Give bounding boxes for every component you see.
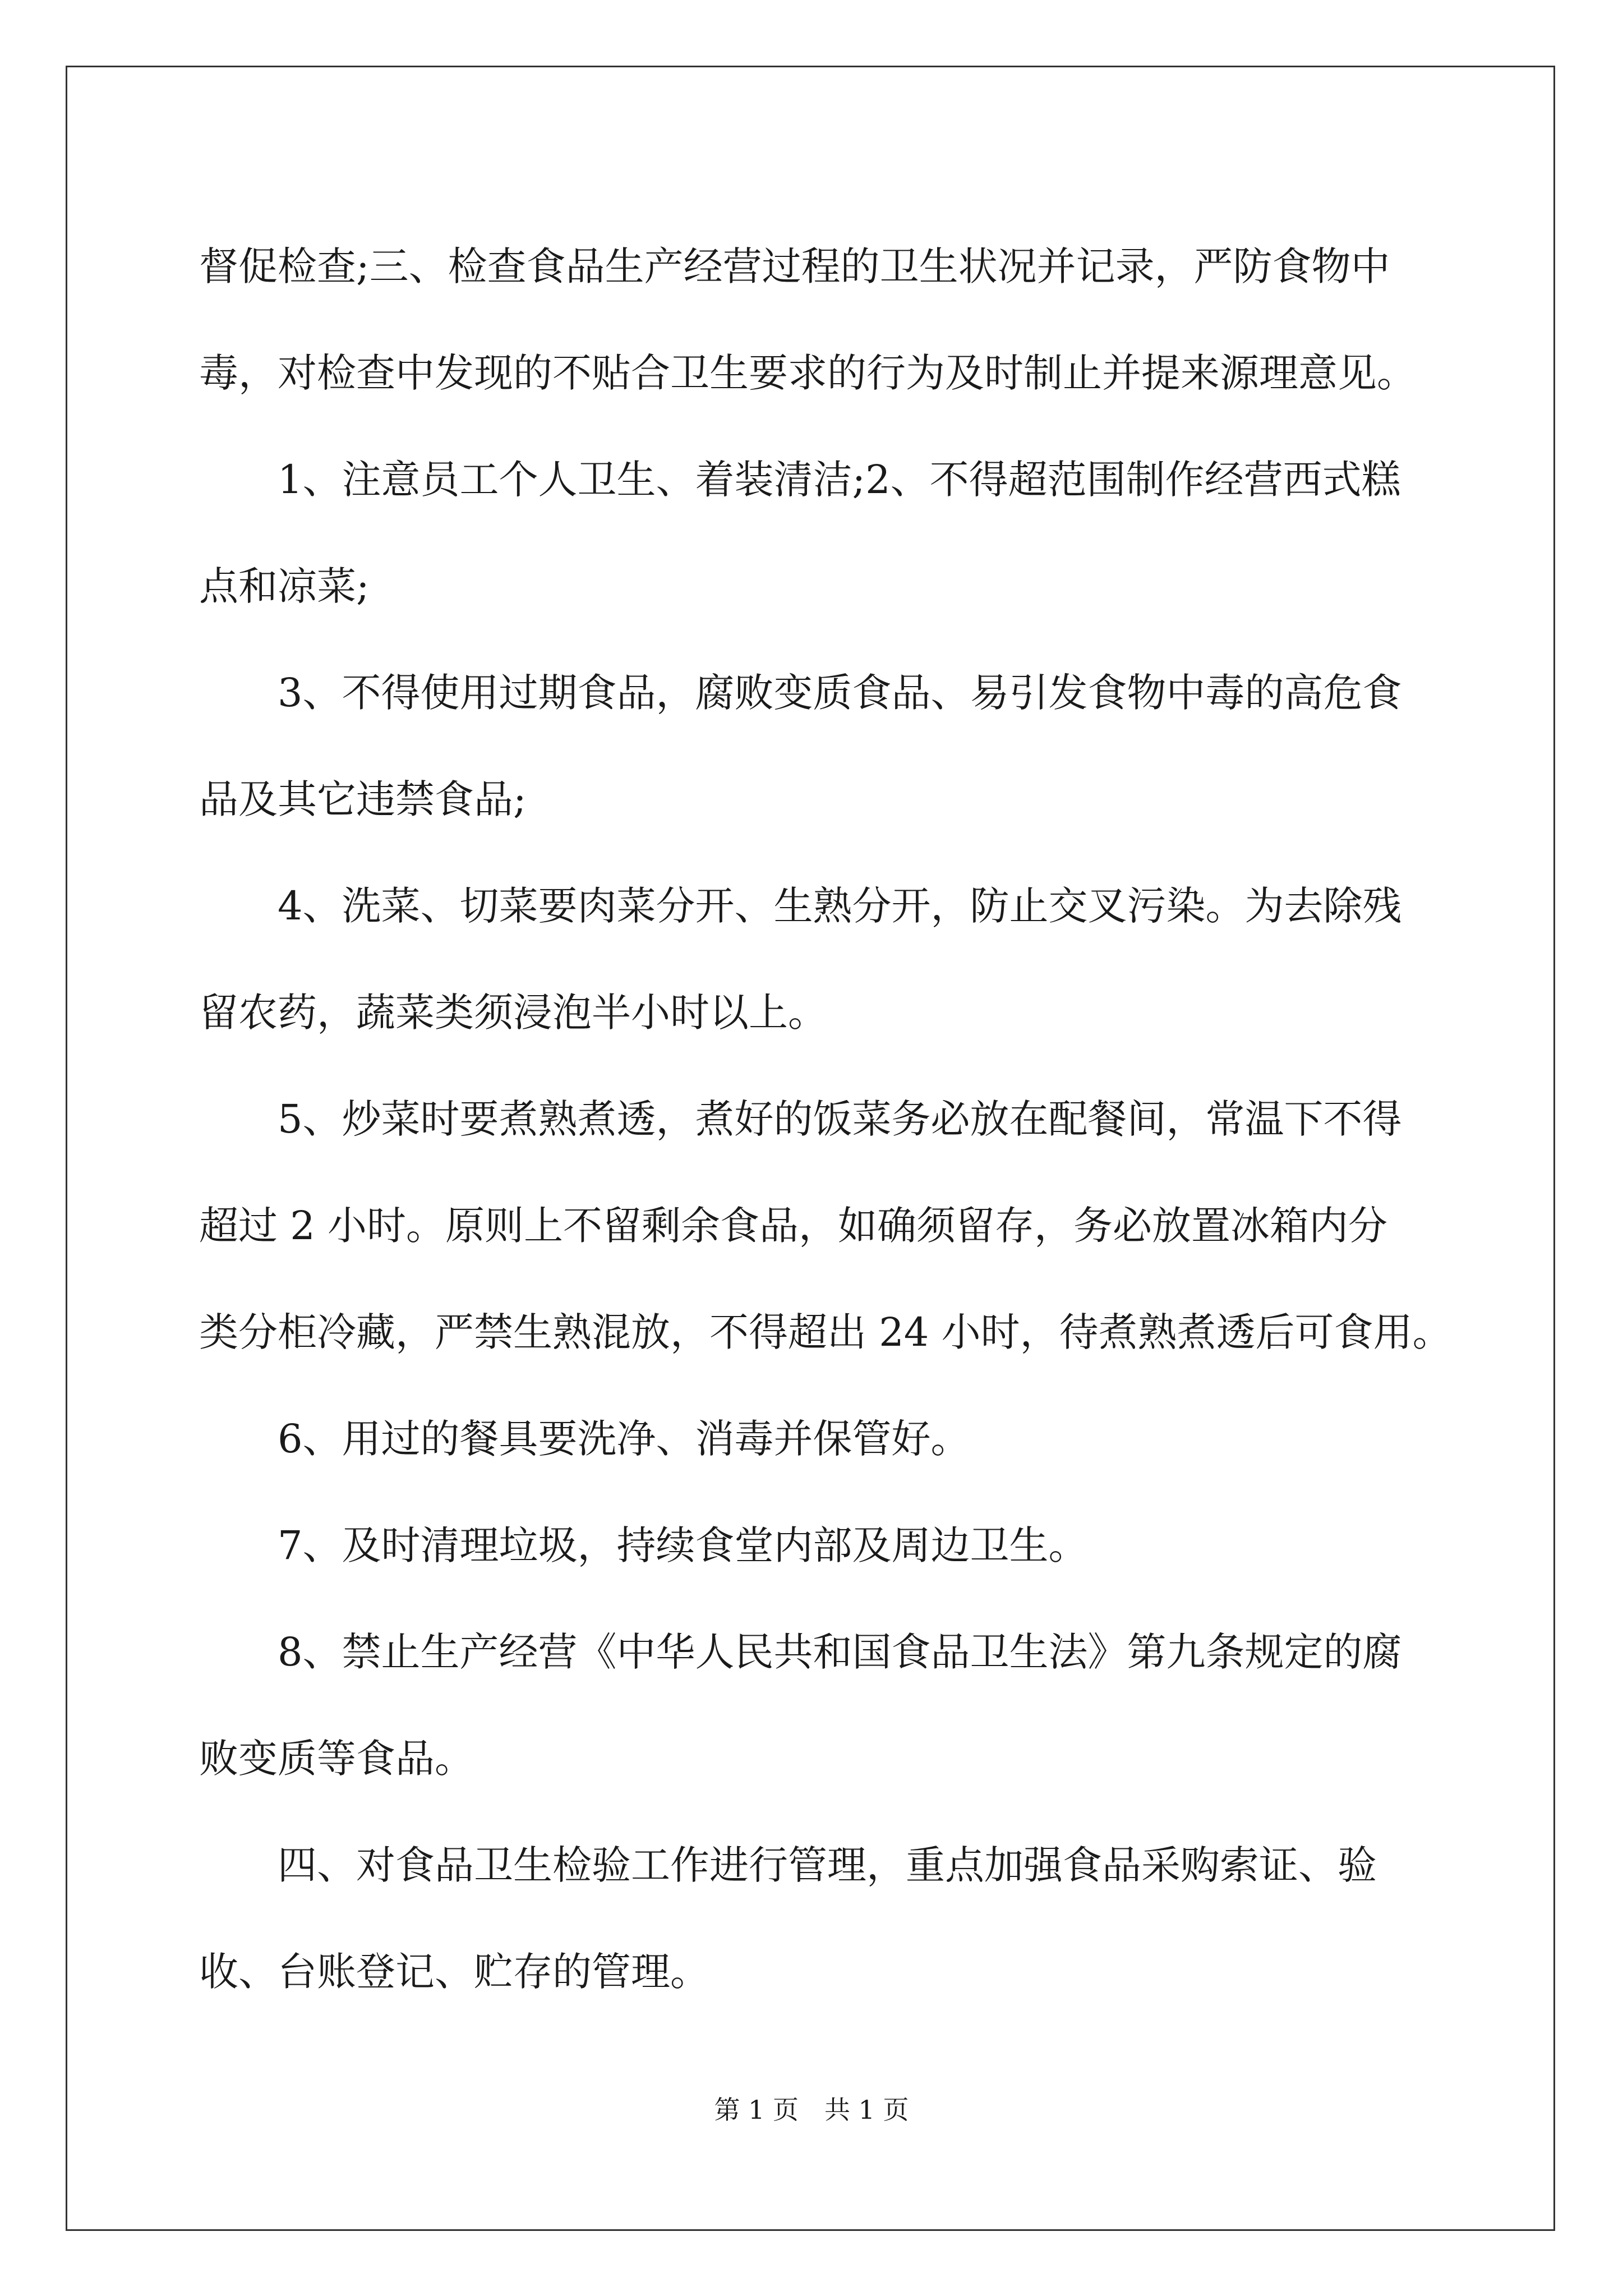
text-line: 留农药，蔬菜类须浸泡半小时以上。 — [199, 990, 827, 1036]
text-line: 5、炒菜时要煮熟煮透，煮好的饭菜务必放在配餐间，常温下不得 — [278, 1096, 1402, 1142]
text-line: 7、及时清理垃圾，持续食堂内部及周边卫生。 — [278, 1522, 1088, 1568]
text-line: 类分柜冷藏，严禁生熟混放，不得超出 24 小时，待煮熟煮透后可食用。 — [199, 1309, 1452, 1355]
text-line: 8、禁止生产经营《中华人民共和国食品卫生法》第九条规定的腐 — [278, 1629, 1402, 1675]
text-line: 四、对食品卫生检验工作进行管理，重点加强食品采购索证、验 — [278, 1842, 1377, 1888]
text-line: 3、不得使用过期食品，腐败变质食品、易引发食物中毒的高危食 — [278, 670, 1402, 716]
text-line: 4、洗菜、切菜要肉菜分开、生熟分开，防止交叉污染。为去除残 — [278, 883, 1402, 929]
text-line: 品及其它违禁食品; — [199, 776, 527, 822]
text-line: 6、用过的餐具要洗净、消毒并保管好。 — [278, 1416, 970, 1462]
document-body — [199, 213, 1452, 2025]
text-line: 败变质等食品。 — [199, 1736, 474, 1782]
text-line: 点和凉菜; — [199, 563, 370, 609]
text-line: 毒，对检查中发现的不贴合卫生要求的行为及时制止并提来源理意见。 — [199, 350, 1416, 396]
text-line: 收、台账登记、贮存的管理。 — [199, 1949, 709, 1995]
text-line: 超过 2 小时。原则上不留剩余食品，如确须留存，务必放置冰箱内分 — [199, 1203, 1388, 1249]
text-line: 督促检查;三、检查食品生产经营过程的卫生状况并记录，严防食物中 — [199, 243, 1390, 289]
text-line: 1、注意员工个人卫生、着装清洁;2、不得超范围制作经营西式糕 — [278, 457, 1401, 503]
page-number-footer: 第 1 页 共 1 页 — [714, 2095, 909, 2125]
